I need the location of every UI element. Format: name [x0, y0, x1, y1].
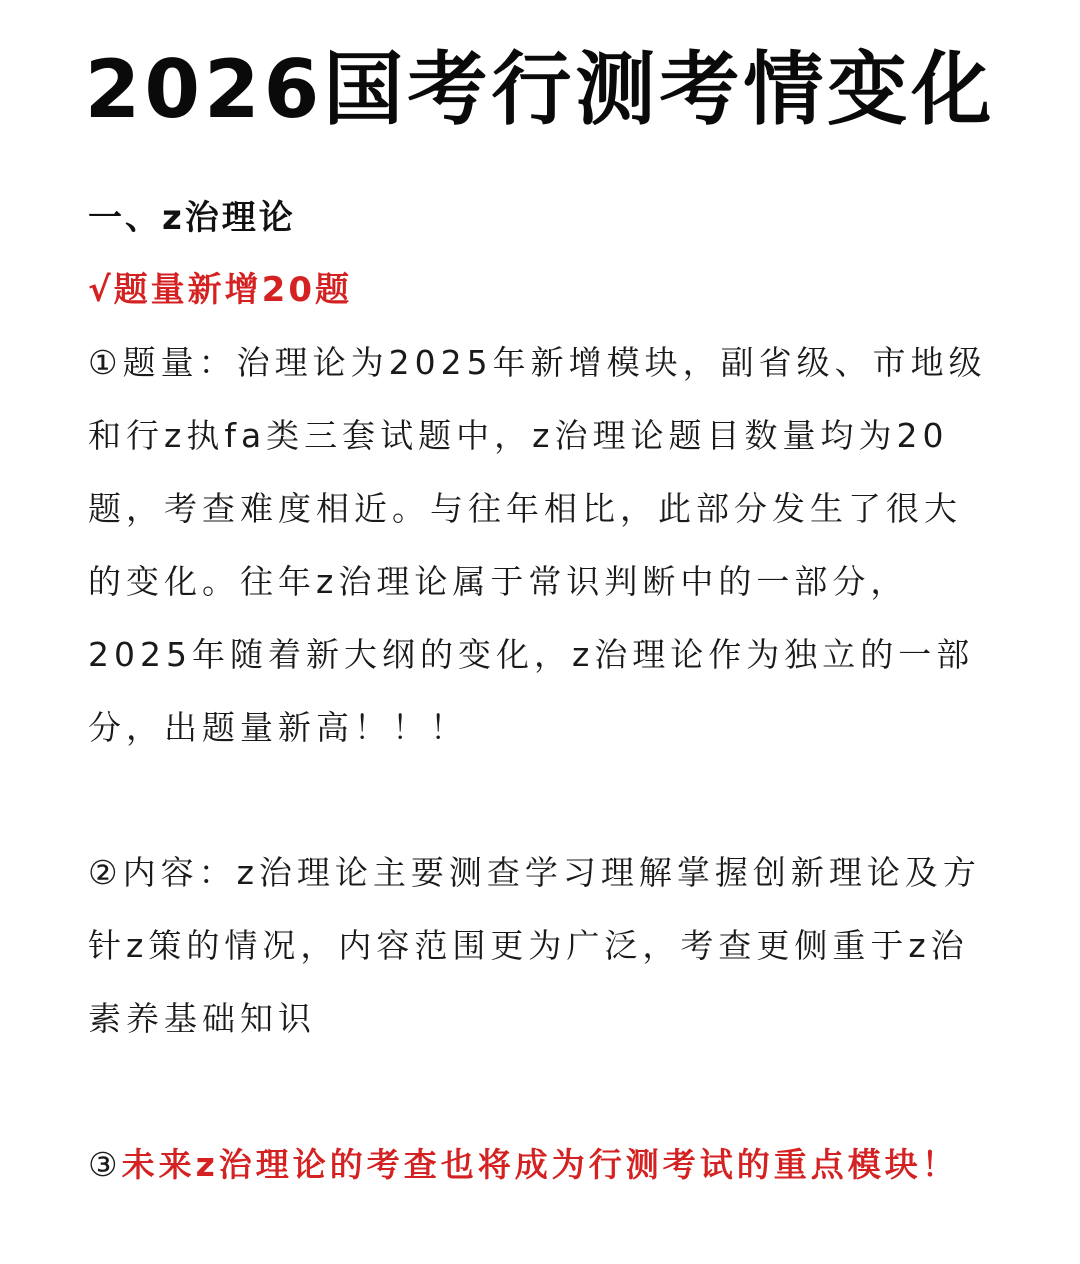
paragraph-content [88, 836, 1028, 1055]
paragraph-future [88, 1128, 959, 1201]
paragraph-line: 题，考查难度相近。与往年相比，此部分发生了很大 [88, 489, 962, 528]
page-title: 2026国考行测考情变化 [84, 43, 996, 136]
section-heading: 一、z治理论 [88, 198, 296, 238]
paragraph-line: 素养基础知识 [88, 999, 316, 1038]
list-marker: ③ [88, 1145, 122, 1184]
paragraph-line: ①题量：治理论为2025年新增模块，副省级、市地级 [88, 343, 987, 382]
paragraph-line: ②内容：z治理论主要测查学习理解掌握创新理论及方 [88, 853, 981, 892]
paragraph-line: 分，出题量新高！！！ [88, 708, 468, 747]
paragraph-line: 的变化。往年z治理论属于常识判断中的一部分， [88, 562, 909, 601]
highlight-line: √题量新增20题 [88, 270, 352, 310]
emphasis-text: 未来z治理论的考查也将成为行测考试的重点模块！ [121, 1145, 959, 1184]
paragraph-line: 针z策的情况，内容范围更为广泛，考查更侧重于z治 [88, 926, 969, 965]
paragraph-line: 和行z执fa类三套试题中，z治理论题目数量均为20 [88, 416, 949, 455]
paragraph-line: 2025年随着新大纲的变化，z治理论作为独立的一部 [88, 635, 975, 674]
paragraph-question-count [88, 326, 1028, 764]
